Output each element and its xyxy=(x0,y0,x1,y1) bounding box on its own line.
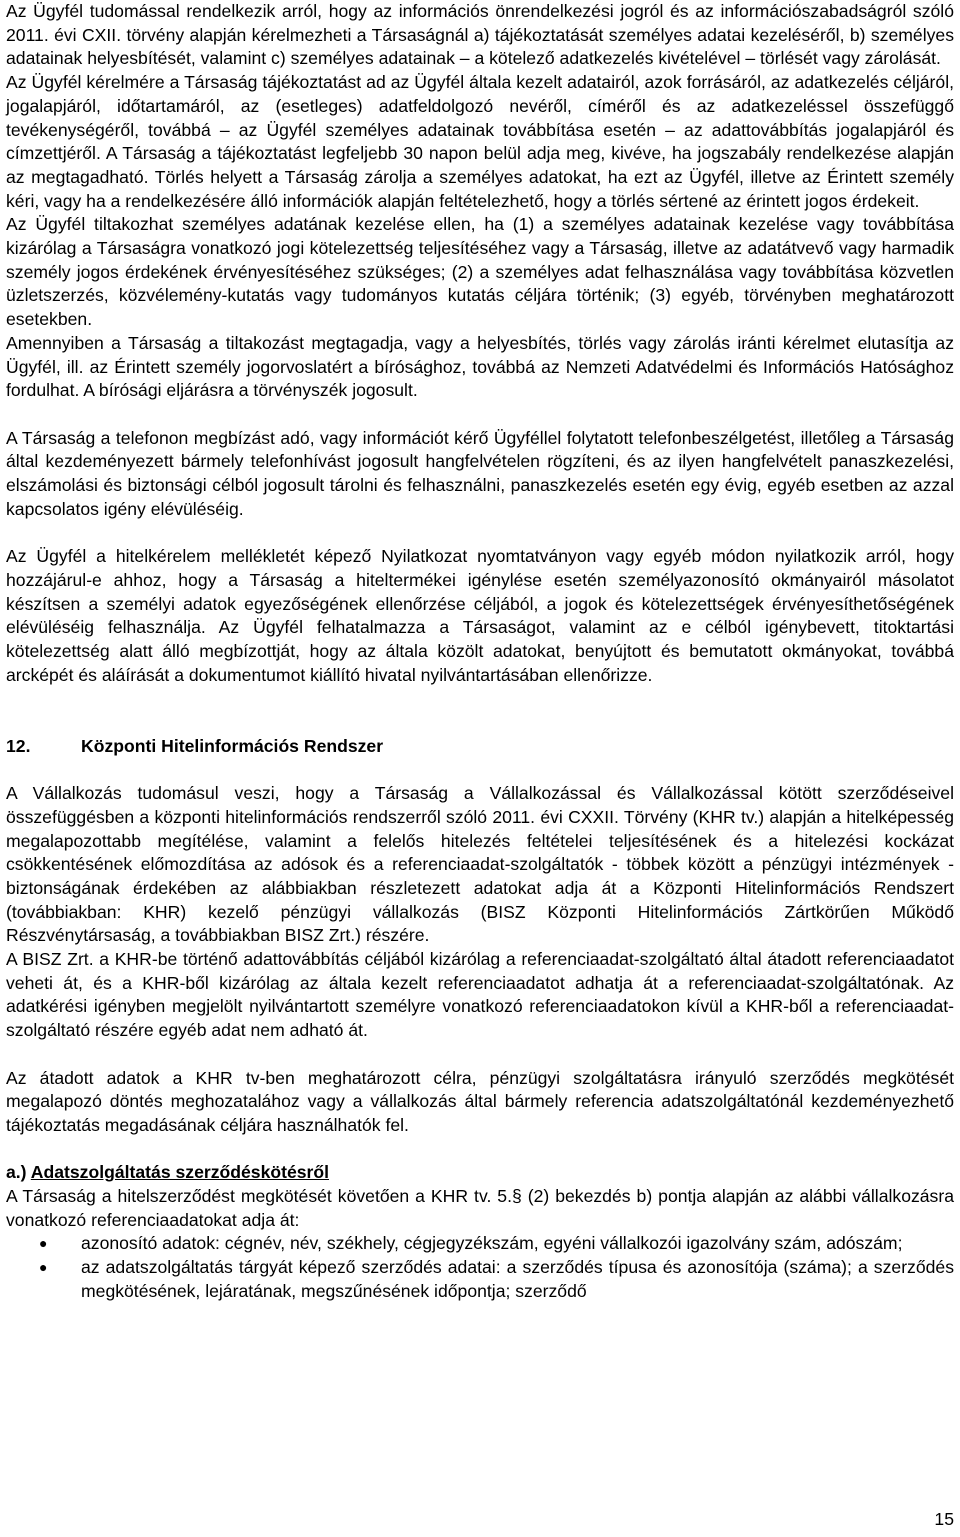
paragraph-khr-intro: A Vállalkozás tudomásul veszi, hogy a Társaság a Vállalkozással és Vállalkozással kötött szerződéseivel összefüggésben a központi hitelinformációs rendszerről szóló 2011. évi CXXII. Törvény (KHR tv.) alapján a hitelképesség megalapozottabb megítélése, valamint a felelős hitelezés feltételei teljesítésének és a hitelezési kockázat csökkentésének előmozdítása az adósok és a referenciaadat-szolgáltatók - többek között a pénzügyi intézmények - biztonságának érdekében az alábbiakban részletezett adatokat adja át a Központi Hitelinformációs Rendszert (továbbiakban: KHR) kezelő pénzügyi vállalkozás (BISZ Központi Hitelinformációs Zártkörűen Működő Részvénytársaság, a továbbiakban BISZ Zrt.) részére. xyxy=(6,783,954,946)
subsection-title: Adatszolgáltatás szerződéskötésről xyxy=(30,1162,330,1183)
bullet-icon: ● xyxy=(39,1235,48,1252)
subsection-label: a.) xyxy=(6,1162,27,1183)
list-item xyxy=(6,1256,954,1303)
spacer xyxy=(6,1043,954,1067)
spacer xyxy=(6,687,954,734)
paragraph-information-request: Az Ügyfél kérelmére a Társaság tájékoztatást ad az Ügyfél általa kezelt adatairól, azok forrásáról, az adatkezelés céljáról, jogalapjáról, időtartamáról, az (esetleges) adatfeldolgozó nevéről, címéről és az adatkezeléssel összefüggő tevékenységéről, továbbá – az Ügyfél személyes adatainak továbbítása esetén – az adattovábbítás jogalapjáról és címzettjéről. A Társaság a tájékoztatást legfeljebb 30 napon belül adja meg, kivéve, ha jogszabály rendelkezése alapján az megtagadható. Törlés helyett a Társaság zárolja a személyes adatokat, ha ezt az Ügyfél, illetve az Érintett személy kéri, vagy ha a rendelkezésére álló információk alapján feltételezhető, hogy a törlés sértené az érintett jogos érdekeit. xyxy=(6,72,954,211)
paragraph-legal-remedy: Amennyiben a Társaság a tiltakozást megtagadja, vagy a helyesbítés, törlés vagy zárolás iránti kérelmet elutasítja az Ügyfél, ill. az Érintett személy jogorvoslatért a bírósághoz, továbbá az Nemzeti Adatvédelmi és Információs Hatósághoz fordulhat. A bírósági eljárásra a törvényszék jogosult. xyxy=(6,332,954,401)
paragraph-reference-data: A Társaság a hitelszerződést megkötését követően a KHR tv. 5.§ (2) bekezdés b) pontja alapján az alábbi vállalkozásra vonatkozó referenciaadatokat adja át: xyxy=(6,1186,954,1230)
spacer xyxy=(6,1138,954,1162)
spacer xyxy=(6,521,954,545)
list-item-text: azonosító adatok: cégnév, név, székhely, cégjegyzékszám, egyéni vállalkozói igazolvány szám, adószám; xyxy=(81,1233,903,1254)
paragraph-data-rights: Az Ügyfél tudomással rendelkezik arról, hogy az információs önrendelkezési jogról és az információszabadságról szóló 2011. évi CXII. törvény alapján kérelmezheti a Társaságnál a) tájékoztatását személyes adatai kezeléséről, b) személyes adatainak helyesbítését, valamint c) személyes adatainak – a kötelező adatkezelés kivételével – törlését vagy zárolását. xyxy=(6,1,954,69)
page-number: 15 xyxy=(934,1509,954,1529)
list-item-text: az adatszolgáltatás tárgyát képező szerződés adatai: a szerződés típusa és azonosítója (száma); a szerződés megkötésének, lejáratának, megszűnésének időpontja; szerződő xyxy=(81,1257,954,1301)
document-page xyxy=(6,0,954,1304)
section-heading xyxy=(6,735,954,759)
bullet-list xyxy=(6,1232,954,1303)
paragraph-data-use: Az átadott adatok a KHR tv-ben meghatározott célra, pénzügyi szolgáltatásra irányuló szerződés megkötését megalapozó döntés meghozatalához vagy a vállalkozás által bármely referencia adatszolgáltatónál kezdeményezhető tájékoztatás megadásának céljára használhatók fel. xyxy=(6,1067,954,1135)
paragraph-objection: Az Ügyfél tiltakozhat személyes adatának kezelése ellen, ha (1) a személyes adatainak kezelése vagy továbbítása kizárólag a Társaságra vonatkozó jogi kötelezettség teljesítéséhez vagy a Társaság, illetve az adatátvevő vagy harmadik személy jogos érdekének érvényesítéséhez szükséges; (2) a személyes adat felhasználása vagy továbbítása közvetlen üzletszerzés, közvélemény-kutatás vagy tudományos kutatás céljára történik; (3) egyéb, törvényben meghatározott esetekben. xyxy=(6,214,954,330)
section-title: Központi Hitelinformációs Rendszer xyxy=(81,735,384,756)
paragraph-phone-recording: A Társaság a telefonon megbízást adó, vagy információt kérő Ügyféllel folytatott telefonbeszélgetést, illetőleg a Társaság által kezdeményezett bármely telefonhívást jogosult hangfelvételen rögzíteni, és az ilyen hangfelvételt panaszkezelési, elszámolási és biztonsági célból jogosult tárolni és felhasználni, panaszkezelés esetén egy évig, egyéb esetben az azzal kapcsolatos igény elévüléséig. xyxy=(6,427,954,519)
bullet-icon: ● xyxy=(39,1259,48,1276)
paragraph-credit-application: Az Ügyfél a hitelkérelem mellékletét képező Nyilatkozat nyomtatványon vagy egyéb módon nyilatkozik arról, hogy hozzájárul-e ahhoz, hogy a Társaság a hiteltermékei igénylése esetén személyazonosító okmányairól másolatot készítsen a személyi adatok egyezőségének ellenőrzése céljából, a jogok és kötelezettségek érvényesíthetőségének elévüléséig felhasználja. Az Ügyfél felhatalmazza a Társaságot, valamint az e célból igénybevett, titoktartási kötelezettség alatt álló megbízottját, hogy az általa közölt adatokat, benyújtott és bemutatott okmányokat, továbbá arcképét és aláírását a dokumentumot kiállító hivatal nyilvántartásában ellenőrizze. xyxy=(6,546,954,685)
spacer xyxy=(6,758,954,782)
paragraph-bisz: A BISZ Zrt. a KHR-be történő adattovábbítás céljából kizárólag a referenciaadat-szolgáltató által átadott referenciaadatot veheti át, és a KHR-ből kizárólag az általa kezelt referenciaadatot adhatja át a referenciaadat-szolgáltatónak. Az adatkérési igényben megjelölt nyilvántartott személyre vonatkozó referenciaadatokon kívül a KHR-ből a referenciaadat-szolgáltató részére egyéb adat nem adható át. xyxy=(6,949,954,1041)
list-item xyxy=(6,1232,954,1256)
spacer xyxy=(6,403,954,427)
section-number: 12. xyxy=(6,735,31,756)
subsection-heading xyxy=(6,1161,954,1185)
